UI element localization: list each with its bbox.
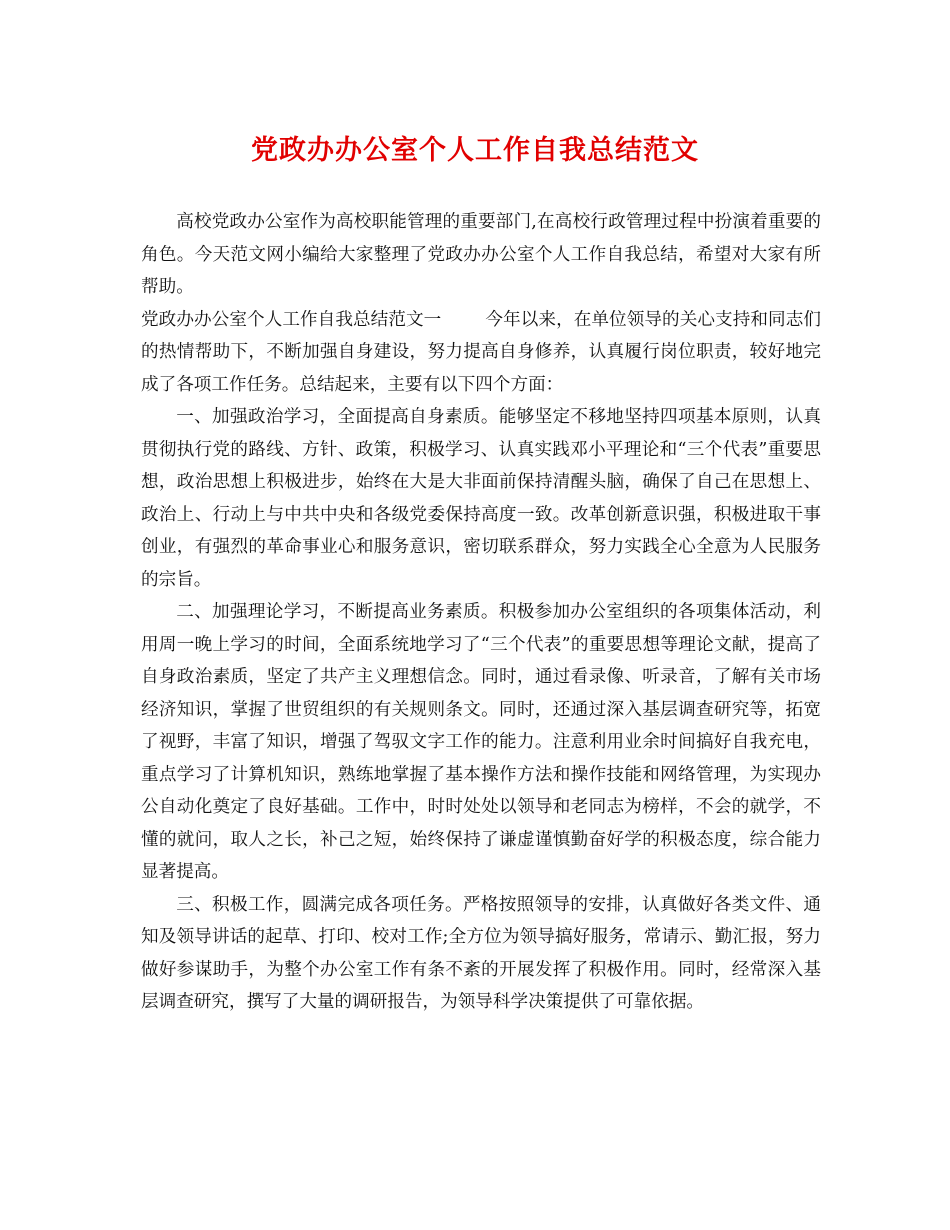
body-paragraph-theory-study: 二、加强理论学习，不断提高业务素质。积极参加办公室组织的各项集体活动，利用周一晚上学习的时间，全面系统地学习了“三个代表”的重要思想等理论文献，提高了自身政治素质，坚定了共产主义理想信念。同时，通过看录像、听录音，了解有关市场经济知识，掌握了世贸组织的有关规则条文。同时，还通过深入基层调查研究等，拓宽了视野，丰富了知识，增强了驾驭文字工作的能力。注意利用业余时间搞好自我充电，重点学习了计算机知识，熟练地掌握了基本操作方法和操作技能和网络管理，为实现办公自动化奠定了良好基础。工作中，时时处处以领导和老同志为榜样，不会的就学，不懂的就问，取人之长，补己之短，始终保持了谦虚谨慎勤奋好学的积极态度，综合能力显著提高。 [141, 602, 821, 882]
document-body [141, 206, 821, 1019]
body-paragraph-political-study: 一、加强政治学习，全面提高自身素质。能够坚定不移地坚持四项基本原则，认真贯彻执行党的路线、方针、政策，积极学习、认真实践邓小平理论和“三个代表”重要思想，政治思想上积极进步，始终在大是大非面前保持清醒头脑，确保了自己在思想上、政治上、行动上与中共中央和各级党委保持高度一致。改革创新意识强，积极进取干事创业，有强烈的革命事业心和服务意识，密切联系群众，努力实践全心全意为人民服务的宗旨。 [141, 407, 821, 590]
section-heading: 党政办办公室个人工作自我总结范文一 [141, 309, 442, 330]
intro-paragraph: 高校党政办公室作为高校职能管理的重要部门,在高校行政管理过程中扮演着重要的角色。今天范文网小编给大家整理了党政办办公室个人工作自我总结，希望对大家有所帮助。 [141, 212, 821, 297]
body-paragraph-active-work: 三、积极工作，圆满完成各项任务。严格按照领导的安排，认真做好各类文件、通知及领导讲话的起草、打印、校对工作;全方位为领导搞好服务，常请示、勤汇报，努力做好参谋助手，为整个办公室工作有条不紊的开展发挥了积极作用。同时，经常深入基层调查研究，撰写了大量的调研报告，为领导科学决策提供了可靠依据。 [141, 894, 821, 1012]
document-title: 党政办办公室个人工作自我总结范文 [251, 135, 699, 166]
section-intro: 今年以来，在单位领导的关心支持和同志们的热情帮助下，不断加强自身建设，努力提高自身修养，认真履行岗位职责，较好地完成了各项工作任务。总结起来，主要有以下四个方面： [141, 309, 821, 395]
section-line [141, 304, 821, 402]
